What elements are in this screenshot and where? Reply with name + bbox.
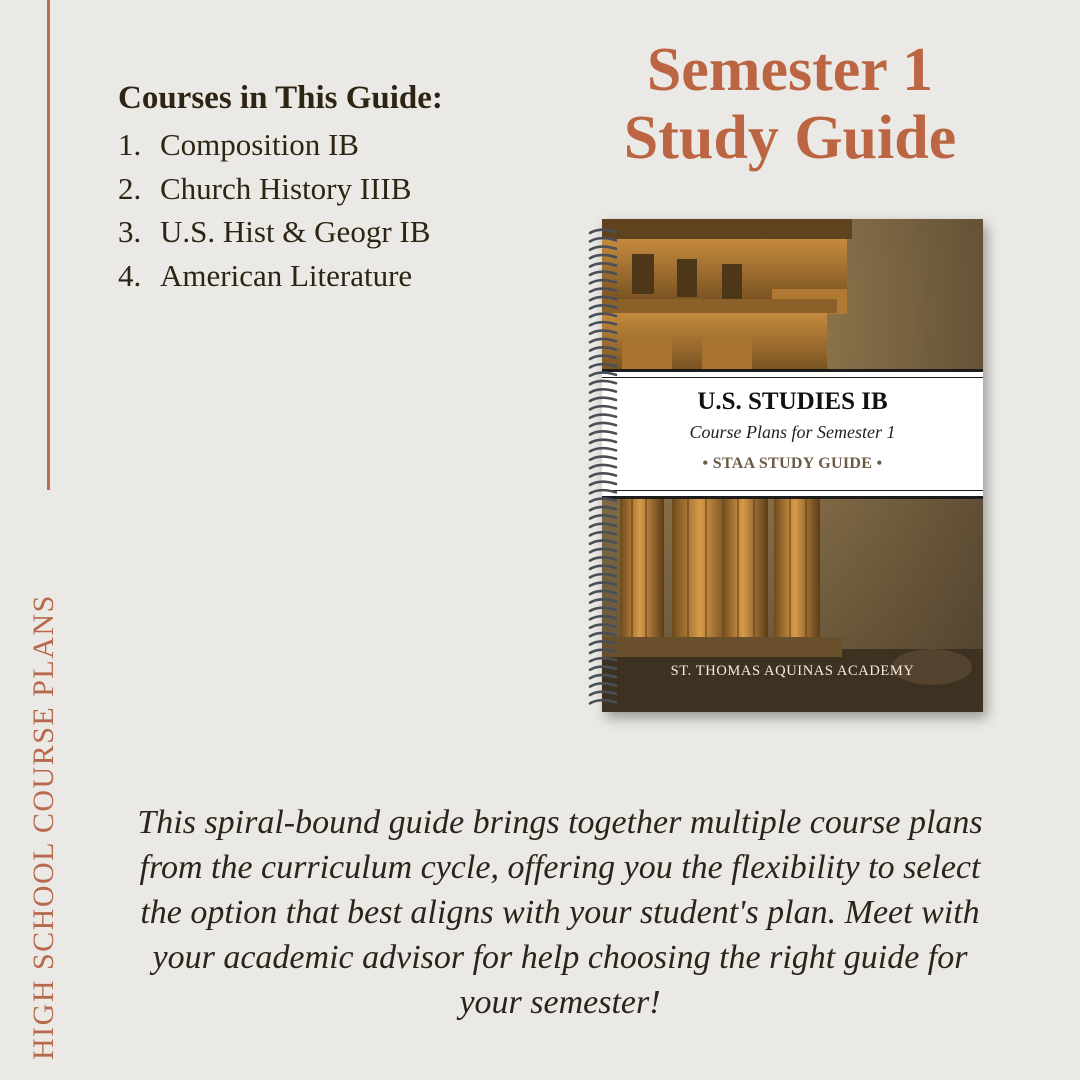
book-subtitle: Course Plans for Semester 1 bbox=[689, 422, 896, 442]
list-item: 4. American Literature bbox=[118, 257, 413, 293]
cover-title-band bbox=[602, 369, 983, 499]
spiral-coil bbox=[590, 314, 616, 317]
spiral-binding-icon bbox=[586, 226, 626, 706]
book-publisher: ST. THOMAS AQUINAS ACADEMY bbox=[670, 663, 915, 679]
side-accent-line bbox=[47, 0, 50, 490]
spiral-coil bbox=[590, 625, 616, 628]
spiral-coil bbox=[590, 406, 616, 409]
spiral-coil bbox=[590, 616, 616, 619]
spiral-coil bbox=[590, 490, 616, 493]
spiral-coil bbox=[590, 356, 616, 359]
list-item: 2. Church History IIIB bbox=[118, 170, 412, 206]
title-line-1: Semester 1 bbox=[646, 36, 934, 104]
spiral-coil bbox=[590, 457, 616, 460]
spiral-coil bbox=[590, 280, 616, 283]
spiral-coil bbox=[590, 599, 616, 602]
side-label: HIGH SCHOOL COURSE PLANS bbox=[27, 594, 60, 1060]
spiral-coil bbox=[590, 238, 616, 241]
spiral-coil bbox=[590, 515, 616, 518]
spiral-coil bbox=[590, 658, 616, 661]
spiral-coil bbox=[590, 583, 616, 586]
courses-list bbox=[118, 123, 443, 297]
spiral-coil bbox=[590, 448, 616, 451]
spiral-coil bbox=[590, 347, 616, 350]
spiral-coil bbox=[590, 482, 616, 485]
spiral-coil bbox=[590, 507, 616, 510]
spiral-coil bbox=[590, 566, 616, 569]
book-title: U.S. STUDIES IB bbox=[697, 388, 888, 415]
spiral-coil bbox=[590, 255, 616, 258]
spiral-coil bbox=[590, 339, 616, 342]
spiral-coil bbox=[590, 297, 616, 300]
courses-title: Courses in This Guide: bbox=[118, 80, 443, 116]
list-item: 3. U.S. Hist & Geogr IB bbox=[118, 214, 431, 249]
spiral-coil bbox=[590, 423, 616, 426]
spiral-coil bbox=[590, 683, 616, 686]
spiral-coil bbox=[590, 557, 616, 560]
spiral-coil bbox=[590, 667, 616, 670]
spiral-coil bbox=[590, 381, 616, 384]
spiral-coil bbox=[590, 322, 616, 325]
spiral-coil bbox=[590, 431, 616, 434]
spiral-coil bbox=[590, 415, 616, 418]
spiral-coil bbox=[590, 633, 616, 636]
spiral-coil bbox=[590, 247, 616, 250]
spiral-coil bbox=[590, 289, 616, 292]
page-title bbox=[600, 36, 980, 172]
list-item: 1. Composition IB bbox=[118, 127, 359, 162]
description-text: This spiral-bound guide brings together multiple course plans from the curriculum cycle, offering you the flexibility to select the option that best aligns with your student's plan. Meet with your academic advisor for help choosing the right guide for your semester! bbox=[137, 804, 983, 1021]
spiral-coil bbox=[590, 499, 616, 502]
spiral-coil bbox=[590, 591, 616, 594]
spiral-coil bbox=[590, 373, 616, 376]
spiral-coil bbox=[590, 272, 616, 275]
spiral-coil bbox=[590, 473, 616, 476]
spiral-coil bbox=[590, 524, 616, 527]
spiral-coil bbox=[590, 650, 616, 653]
spiral-coil bbox=[590, 574, 616, 577]
spiral-coil bbox=[590, 549, 616, 552]
spiral-coil bbox=[590, 440, 616, 443]
spiral-coil bbox=[590, 541, 616, 544]
spiral-coil bbox=[590, 364, 616, 367]
spiral-coil bbox=[590, 692, 616, 695]
courses-section bbox=[118, 80, 443, 297]
spiral-coil bbox=[590, 532, 616, 535]
book-cover-image bbox=[602, 219, 983, 712]
book-tag: • STAA STUDY GUIDE • bbox=[702, 455, 883, 472]
spiral-coil bbox=[590, 465, 616, 468]
spiral-coil bbox=[590, 263, 616, 266]
spiral-coil bbox=[590, 230, 616, 233]
spiral-coil bbox=[590, 641, 616, 644]
spiral-coil bbox=[590, 675, 616, 678]
spiral-coil bbox=[590, 389, 616, 392]
title-line-2: Study Guide bbox=[623, 104, 957, 172]
spiral-coil bbox=[590, 398, 616, 401]
spiral-coil bbox=[590, 608, 616, 611]
spiral-coil bbox=[590, 331, 616, 334]
spiral-coil bbox=[590, 700, 616, 703]
spiral-coil bbox=[590, 305, 616, 308]
